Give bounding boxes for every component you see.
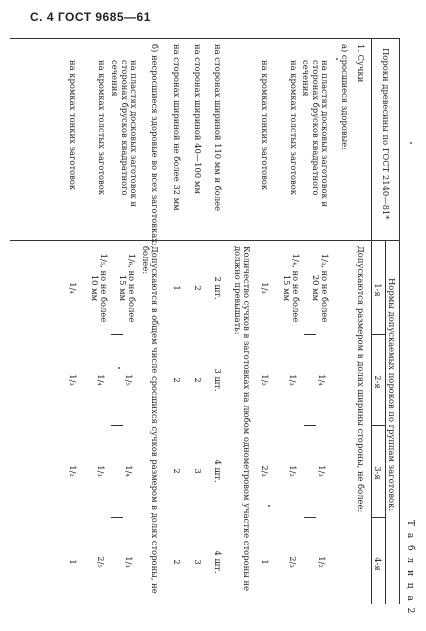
count-32-g4: 2: [172, 559, 182, 565]
scan-speck: [336, 58, 338, 60]
section-sound-loose: б) несросшиеся здоровые во всех заготовках:: [150, 44, 160, 246]
count-32-g3: 2: [172, 468, 182, 474]
group-header-3: 3-я: [373, 466, 383, 480]
row-label-side-40: на сторонах шириной 40—100 мм: [193, 44, 203, 194]
column-header-defects: Пороки древесины по ГОСТ 2140—81*: [381, 48, 391, 220]
row-label-side-32: на сторонах шириной не более 32 мм: [172, 44, 182, 211]
value-b-thick-g3: 1/₃: [96, 465, 106, 477]
count-40-g1: 2: [193, 285, 203, 291]
row-label-thin-edges: на кромках тонких заготовок: [260, 60, 270, 191]
count-40-g4: 3: [193, 559, 203, 565]
table-top-rule: [399, 38, 400, 604]
count-110-g1: 2 шт.: [213, 276, 223, 300]
scan-speck: [118, 367, 120, 369]
value-b-thin-g2: 1/₃: [68, 374, 78, 386]
group-header-2: 2-я: [373, 375, 383, 389]
group-divider-1: [371, 334, 386, 335]
value-a-thin-g2: 1/₂: [260, 374, 270, 386]
guide-rule: [111, 425, 123, 426]
note-size-limit: Допускаются размером в долях ширины стороны, не более:: [356, 246, 366, 513]
value-b-faces-g3: 1/₄: [124, 465, 134, 477]
row-label-side-110: на сторонах шириной 110 мм и более: [213, 44, 223, 212]
guide-rule: [111, 334, 123, 335]
value-a-thick-g2: 1/₃: [288, 374, 298, 386]
count-110-g4: 4 шт.: [213, 550, 223, 574]
table-left-rule: [10, 38, 400, 39]
scan-speck: [268, 505, 270, 507]
group-divider-2: [371, 425, 386, 426]
value-b-thick-g1: 1/₅, но не более 10 мм: [89, 253, 109, 323]
row-label-faces: на пластях досковых заготовок и сторонах брусков квадратного сечения: [301, 60, 330, 207]
value-b-thick-g2: 1/₄: [96, 374, 106, 386]
guide-rule: [111, 517, 123, 518]
value-b-thin-g3: 1/₂: [68, 465, 78, 477]
value-b-faces-g2: 1/₅: [124, 374, 134, 386]
count-40-g2: 2: [193, 377, 203, 383]
column-header-norms: Нормы допускаемых пороков по группам заготовок:: [387, 278, 397, 512]
value-b-faces-g1: 1/₆, но не более 15 мм: [117, 253, 137, 323]
table-title: Т а б л и ц а 2: [405, 520, 415, 616]
group-divider-3: [371, 517, 386, 518]
count-32-g1: 1: [172, 285, 182, 291]
note-count-limit: Количество сучков в заготовках на любом однометровом участке стороны не должно превышать:: [232, 246, 252, 592]
guide-rule: [304, 517, 316, 518]
value-a-faces-g2: 1/₄: [317, 374, 327, 386]
value-a-thin-g4: 1: [260, 559, 270, 565]
value-a-thick-g4: 2/₃: [288, 556, 298, 568]
norms-subheader-rule: [385, 240, 386, 604]
row-label-thin-edges-2: на кромках тонких заготовок: [68, 60, 78, 191]
row-label-thick-edges: на кромках толстых заготовок: [289, 60, 299, 196]
note-loose-knots: Допускаются в общем числе сросшихся сучков размером в долях стороны, не более:: [140, 246, 160, 594]
value-b-faces-g4: 1/₃: [124, 556, 134, 568]
value-b-thin-g4: 1: [68, 559, 78, 565]
guide-rule: [304, 425, 316, 426]
section-knots: 1. Сучки: [356, 44, 366, 83]
value-a-faces-g3: 1/₃: [317, 465, 327, 477]
value-a-thin-g3: 2/₃: [260, 465, 270, 477]
column-divider: [10, 240, 400, 241]
count-32-g2: 2: [172, 377, 182, 383]
value-a-thin-g1: 1/₃: [260, 282, 270, 294]
count-110-g2: 3 шт.: [213, 368, 223, 392]
table-header-rule: [371, 38, 372, 604]
guide-rule: [304, 334, 316, 335]
row-label-thick-edges-2: на кромках толстых заготовок: [97, 60, 107, 196]
value-a-thick-g3: 1/₂: [288, 465, 298, 477]
page-header: С. 4 ГОСТ 9685—61: [30, 10, 151, 24]
value-b-thin-g1: 1/₄: [68, 282, 78, 294]
value-a-faces-g4: 1/₂: [317, 556, 327, 568]
row-label-faces-2: на пластях досковых заготовок и сторонах брусков квадратного сечения: [110, 60, 139, 207]
scan-speck: [410, 142, 412, 144]
value-b-thick-g4: 2/₅: [96, 556, 106, 568]
group-header-1: 1-я: [373, 283, 383, 297]
count-40-g3: 3: [193, 468, 203, 474]
group-header-4: 4-я: [373, 557, 383, 571]
section-sound-intergrown: а) сросшиеся здоровые:: [340, 44, 350, 150]
value-a-faces-g1: 1/₃, но не более 20 мм: [310, 253, 330, 323]
value-a-thick-g1: 1/₄, но не более 15 мм: [281, 253, 301, 323]
count-110-g3: 4 шт.: [213, 459, 223, 483]
